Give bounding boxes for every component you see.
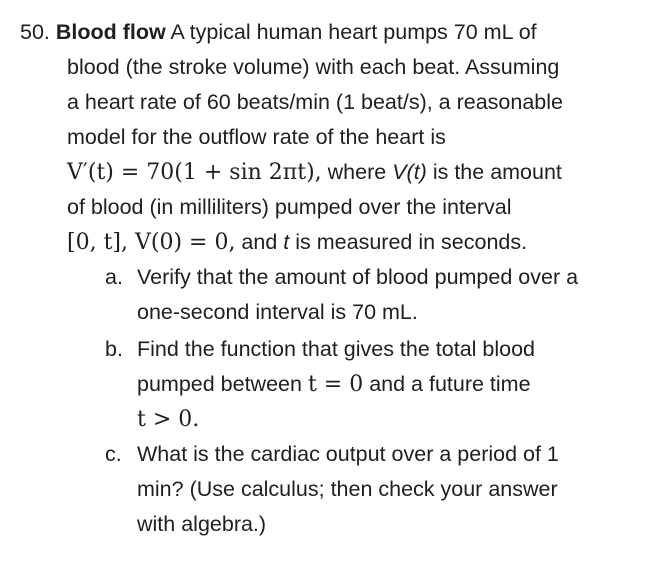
outflow-rate-equation: V′(t) = 70(1 + sin 2πt), (67, 160, 322, 185)
part-c-line-1 (105, 439, 559, 469)
problem-text: and (241, 230, 278, 254)
problem-line-6: of blood (in milliliters) pumped over the interval (67, 195, 512, 219)
time-positive-inequality: t > 0. (137, 407, 200, 432)
interval-equation: [0, t], V(0) = 0, (67, 230, 236, 255)
part-a-line-1 (105, 262, 578, 292)
part-a-text: Verify that the amount of blood pumped over a (137, 265, 579, 289)
part-c-line-2: min? (Use calculus; then check your answer (137, 477, 558, 501)
part-b-line-3 (137, 404, 199, 434)
part-b-line-2 (137, 369, 531, 399)
time-zero-equation: t = 0 (307, 372, 364, 397)
problem-text: is measured in seconds. (295, 230, 528, 254)
part-b-text: Find the function that gives the total blood (137, 337, 536, 361)
part-a-letter: a. (105, 265, 123, 289)
volume-function: V(t) (392, 160, 427, 184)
part-b-letter: b. (105, 337, 123, 361)
problem-text: A typical human heart pumps 70 mL of (170, 20, 537, 44)
problem-line-3: a heart rate of 60 beats/min (1 beat/s), a reasonable (67, 90, 563, 114)
part-a-line-2: one-second interval is 70 mL. (137, 300, 418, 324)
problem-line-5 (67, 157, 562, 187)
problem-text: where (327, 160, 387, 184)
problem-line-1 (20, 17, 537, 47)
time-variable: t (283, 230, 290, 254)
part-c-letter: c. (105, 442, 122, 466)
part-b-text: pumped between (137, 372, 302, 396)
problem-line-4: model for the outflow rate of the heart is (67, 125, 446, 149)
part-b-line-1 (105, 334, 535, 364)
part-b-text: and a future time (369, 372, 531, 396)
part-c-line-3: with algebra.) (137, 512, 267, 536)
problem-line-2: blood (the stroke volume) with each beat. Assuming (67, 55, 560, 79)
problem-title: Blood flow (55, 20, 166, 44)
problem-line-7 (67, 227, 527, 257)
problem-number: 50. (20, 20, 50, 44)
part-c-text: What is the cardiac output over a period of 1 (137, 442, 559, 466)
problem-text: is the amount (432, 160, 562, 184)
